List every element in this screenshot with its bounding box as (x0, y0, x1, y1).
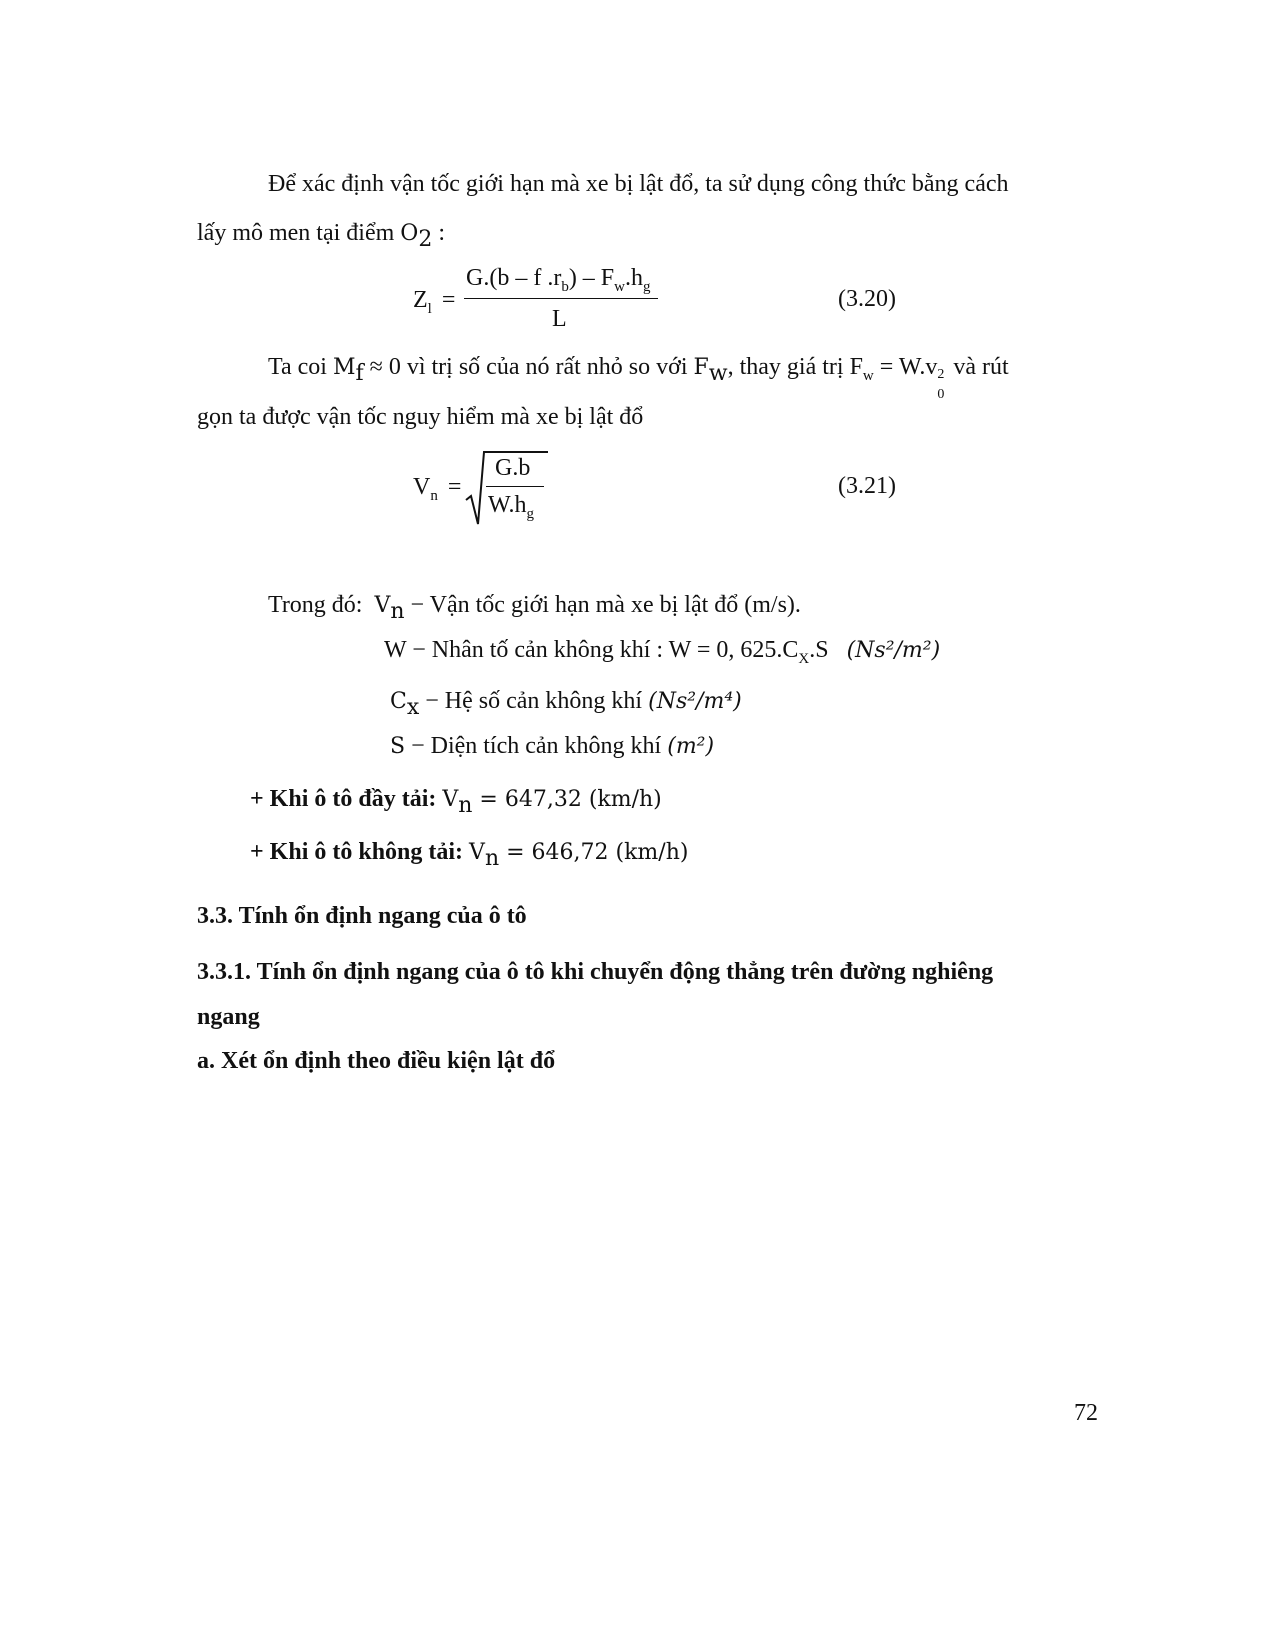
text-span: : (432, 220, 446, 246)
legend-text: .S (809, 637, 829, 663)
eq-text: W.h (488, 492, 527, 518)
section-heading: 3.3. Tính ổn định ngang của ô tô (197, 903, 527, 929)
fraction-bar (464, 298, 658, 299)
legend-line (384, 635, 940, 666)
sub-subsection-heading: a. Xét ổn định theo điều kiện lật đổ (197, 1048, 556, 1074)
paragraph-line (268, 352, 1009, 402)
equation-denominator (488, 490, 534, 520)
text-span: Ta coi (268, 354, 333, 380)
point-subscript: 2 (418, 226, 433, 252)
legend-subscript: n (390, 598, 405, 624)
equation-numerator: G.b (495, 455, 531, 481)
equation-number: (3.20) (838, 286, 896, 312)
text-span: = W.v (873, 354, 938, 380)
equation-denominator: L (552, 306, 567, 332)
equation-lhs (413, 472, 461, 502)
legend-subscript: X (798, 650, 810, 667)
legend-subscript: x (406, 694, 420, 720)
legend-line (268, 590, 801, 624)
eq-subscript: w (614, 278, 625, 295)
subsection-heading-continued: ngang (197, 1004, 260, 1030)
legend-text: − Vận tốc giới hạn mà xe bị lật đổ (m/s). (404, 592, 801, 618)
math-subscript: w (708, 360, 728, 386)
legend-line (390, 686, 742, 720)
eq-subscript: b (561, 278, 569, 295)
legend-line (390, 731, 714, 762)
math-symbol: F (693, 355, 709, 380)
result-subscript: n (458, 792, 473, 818)
paragraph-line: gọn ta được vận tốc nguy hiểm mà xe bị lật đổ (197, 404, 644, 430)
result-full-load (250, 784, 662, 818)
eq-subscript: n (430, 487, 438, 504)
math-subscript: 0 (937, 387, 945, 402)
legend-unit: (Ns²/m²) (846, 638, 941, 663)
result-value: = 646,72 (km/h) (499, 840, 689, 865)
result-subscript: n (484, 845, 500, 871)
legend-symbol: W (384, 637, 407, 663)
page-number: 72 (1074, 1400, 1098, 1426)
eq-text: .h (625, 265, 643, 291)
equation-numerator (466, 263, 651, 293)
math-symbol: M (332, 355, 356, 380)
paragraph-line (197, 218, 446, 252)
equation-number: (3.21) (838, 473, 896, 499)
eq-symbol: Z (413, 287, 428, 313)
text-span: ≈ 0 vì trị số của nó rất nhỏ so với (363, 354, 694, 380)
subsection-heading: 3.3.1. Tính ổn định ngang của ô tô khi chuyển động thẳng trên đường nghiêng (197, 959, 994, 985)
text-span: lấy mô men tại điểm (197, 220, 401, 246)
legend-text: − Diện tích cản không khí (405, 733, 668, 759)
math-subscript: f (355, 360, 364, 386)
text-span: và rút (947, 354, 1009, 380)
result-symbol: V (442, 787, 459, 812)
legend-unit: (m²) (667, 734, 715, 759)
legend-symbol: V (374, 593, 391, 618)
eq-subscript: l (427, 300, 432, 317)
math-subscript: w (862, 367, 874, 384)
legend-symbol: C (390, 689, 407, 714)
legend-text: − Hệ số cản không khí (419, 688, 649, 714)
result-label: + Khi ô tô không tải: (250, 839, 464, 865)
legend-symbol: S (390, 734, 406, 759)
legend-intro: Trong đó: (268, 592, 363, 618)
result-no-load (250, 837, 689, 871)
eq-equals: = (447, 474, 462, 500)
text-span: , thay giá trị (727, 354, 850, 380)
eq-text: ) – F (568, 265, 615, 291)
fraction-bar (486, 486, 544, 487)
math-symbol: F (849, 354, 863, 380)
result-label: + Khi ô tô đầy tải: (250, 786, 437, 812)
eq-text: G.(b – f .r (466, 265, 562, 291)
legend-unit: (Ns²/m⁴) (648, 689, 742, 714)
legend-text: − Nhân tố cản không khí : W = 0, 625.C (406, 637, 799, 663)
result-symbol: V (469, 840, 485, 865)
eq-subscript: g (643, 278, 651, 295)
equation-lhs (413, 285, 455, 315)
point-symbol: O (400, 221, 419, 246)
result-value: = 647,32 (km/h) (472, 787, 662, 812)
eq-symbol: V (413, 474, 431, 500)
paragraph-line: Để xác định vận tốc giới hạn mà xe bị lật đổ, ta sử dụng công thức bằng cách (268, 171, 1009, 197)
eq-equals: = (441, 287, 456, 313)
math-superscript: 2 (937, 367, 945, 382)
eq-subscript: g (526, 505, 534, 522)
